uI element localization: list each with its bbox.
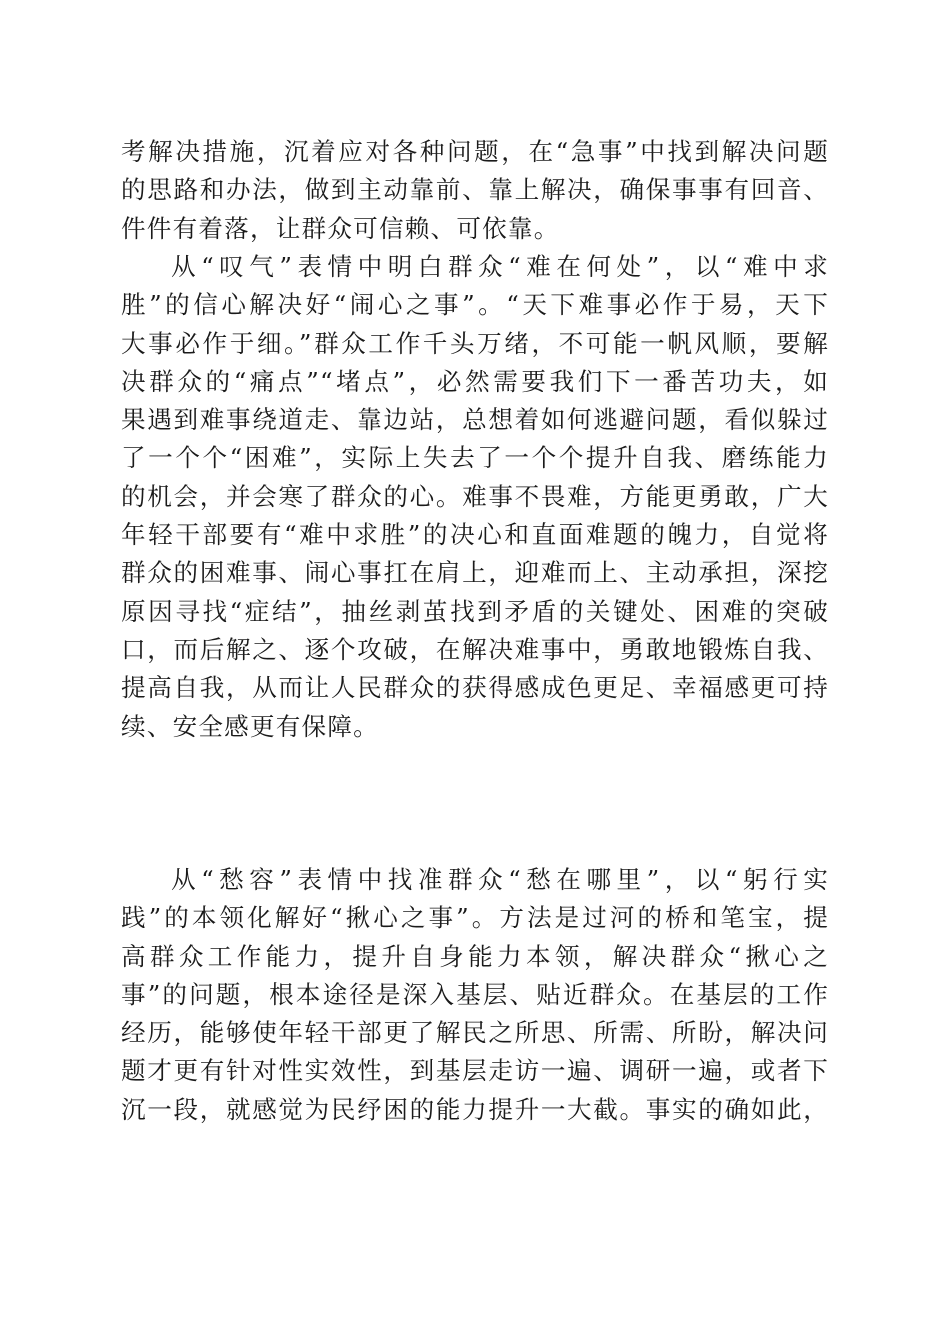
text-line: 了一个个“困难”，实际上失去了一个个提升自我、磨练能力 [121, 443, 829, 473]
paragraph-1 [121, 133, 829, 248]
text-line: 提高自我，从而让人民群众的获得感成色更足、幸福感更可持 [121, 673, 829, 703]
text-line: 续、安全感更有保障。 [121, 711, 379, 741]
text-line: 果遇到难事绕道走、靠边站，总想着如何逃避问题，看似躲过 [121, 405, 829, 435]
text-line: 经历，能够使年轻干部更了解民之所思、所需、所盼，解决问 [121, 1018, 829, 1048]
text-line: 考解决措施，沉着应对各种问题，在“急事”中找到解决问题 [121, 137, 829, 166]
text-line: 从“叹气”表情中明白群众“难在何处”，以“难中求 [171, 252, 829, 281]
text-line: 事”的问题，根本途径是深入基层、贴近群众。在基层的工作 [121, 979, 829, 1009]
text-line: 年轻干部要有“难中求胜”的决心和直面难题的魄力，自觉将 [121, 520, 829, 550]
text-line: 件件有着落，让群众可信赖、可依靠。 [121, 213, 560, 243]
text-line: 口，而后解之、逐个攻破，在解决难事中，勇敢地锻炼自我、 [121, 634, 829, 664]
text-line: 决群众的“痛点”“堵点”，必然需要我们下一番苦功夫，如 [121, 366, 829, 396]
text-line: 原因寻找“症结”，抽丝剥茧找到矛盾的关键处、困难的突破 [121, 596, 829, 626]
text-line: 的思路和办法，做到主动靠前、靠上解决，确保事事有回音、 [121, 175, 829, 205]
text-line: 践”的本领化解好“揪心之事”。方法是过河的桥和笔宝，提 [121, 903, 829, 933]
text-line: 群众的困难事、闹心事扛在肩上，迎难而上、主动承担，深挖 [121, 558, 829, 588]
paragraph-3 [121, 861, 829, 1129]
paragraph-2 [121, 248, 829, 746]
text-line: 题才更有针对性实效性，到基层走访一遍、调研一遍，或者下 [121, 1056, 829, 1086]
text-line: 从“愁容”表情中找准群众“愁在哪里”，以“躬行实 [171, 865, 829, 894]
text-line: 高群众工作能力，提升自身能力本领，解决群众“揪心之 [121, 941, 829, 971]
text-line: 的机会，并会寒了群众的心。难事不畏难，方能更勇敢，广大 [121, 481, 829, 511]
text-line: 胜”的信心解决好“闹心之事”。“天下难事必作于易，天下 [121, 290, 829, 320]
text-line: 沉一段，就感觉为民纾困的能力提升一大截。事实的确如此， [121, 1094, 829, 1124]
text-line: 大事必作于细。”群众工作千头万绪，不可能一帆风顺，要解 [121, 328, 829, 358]
